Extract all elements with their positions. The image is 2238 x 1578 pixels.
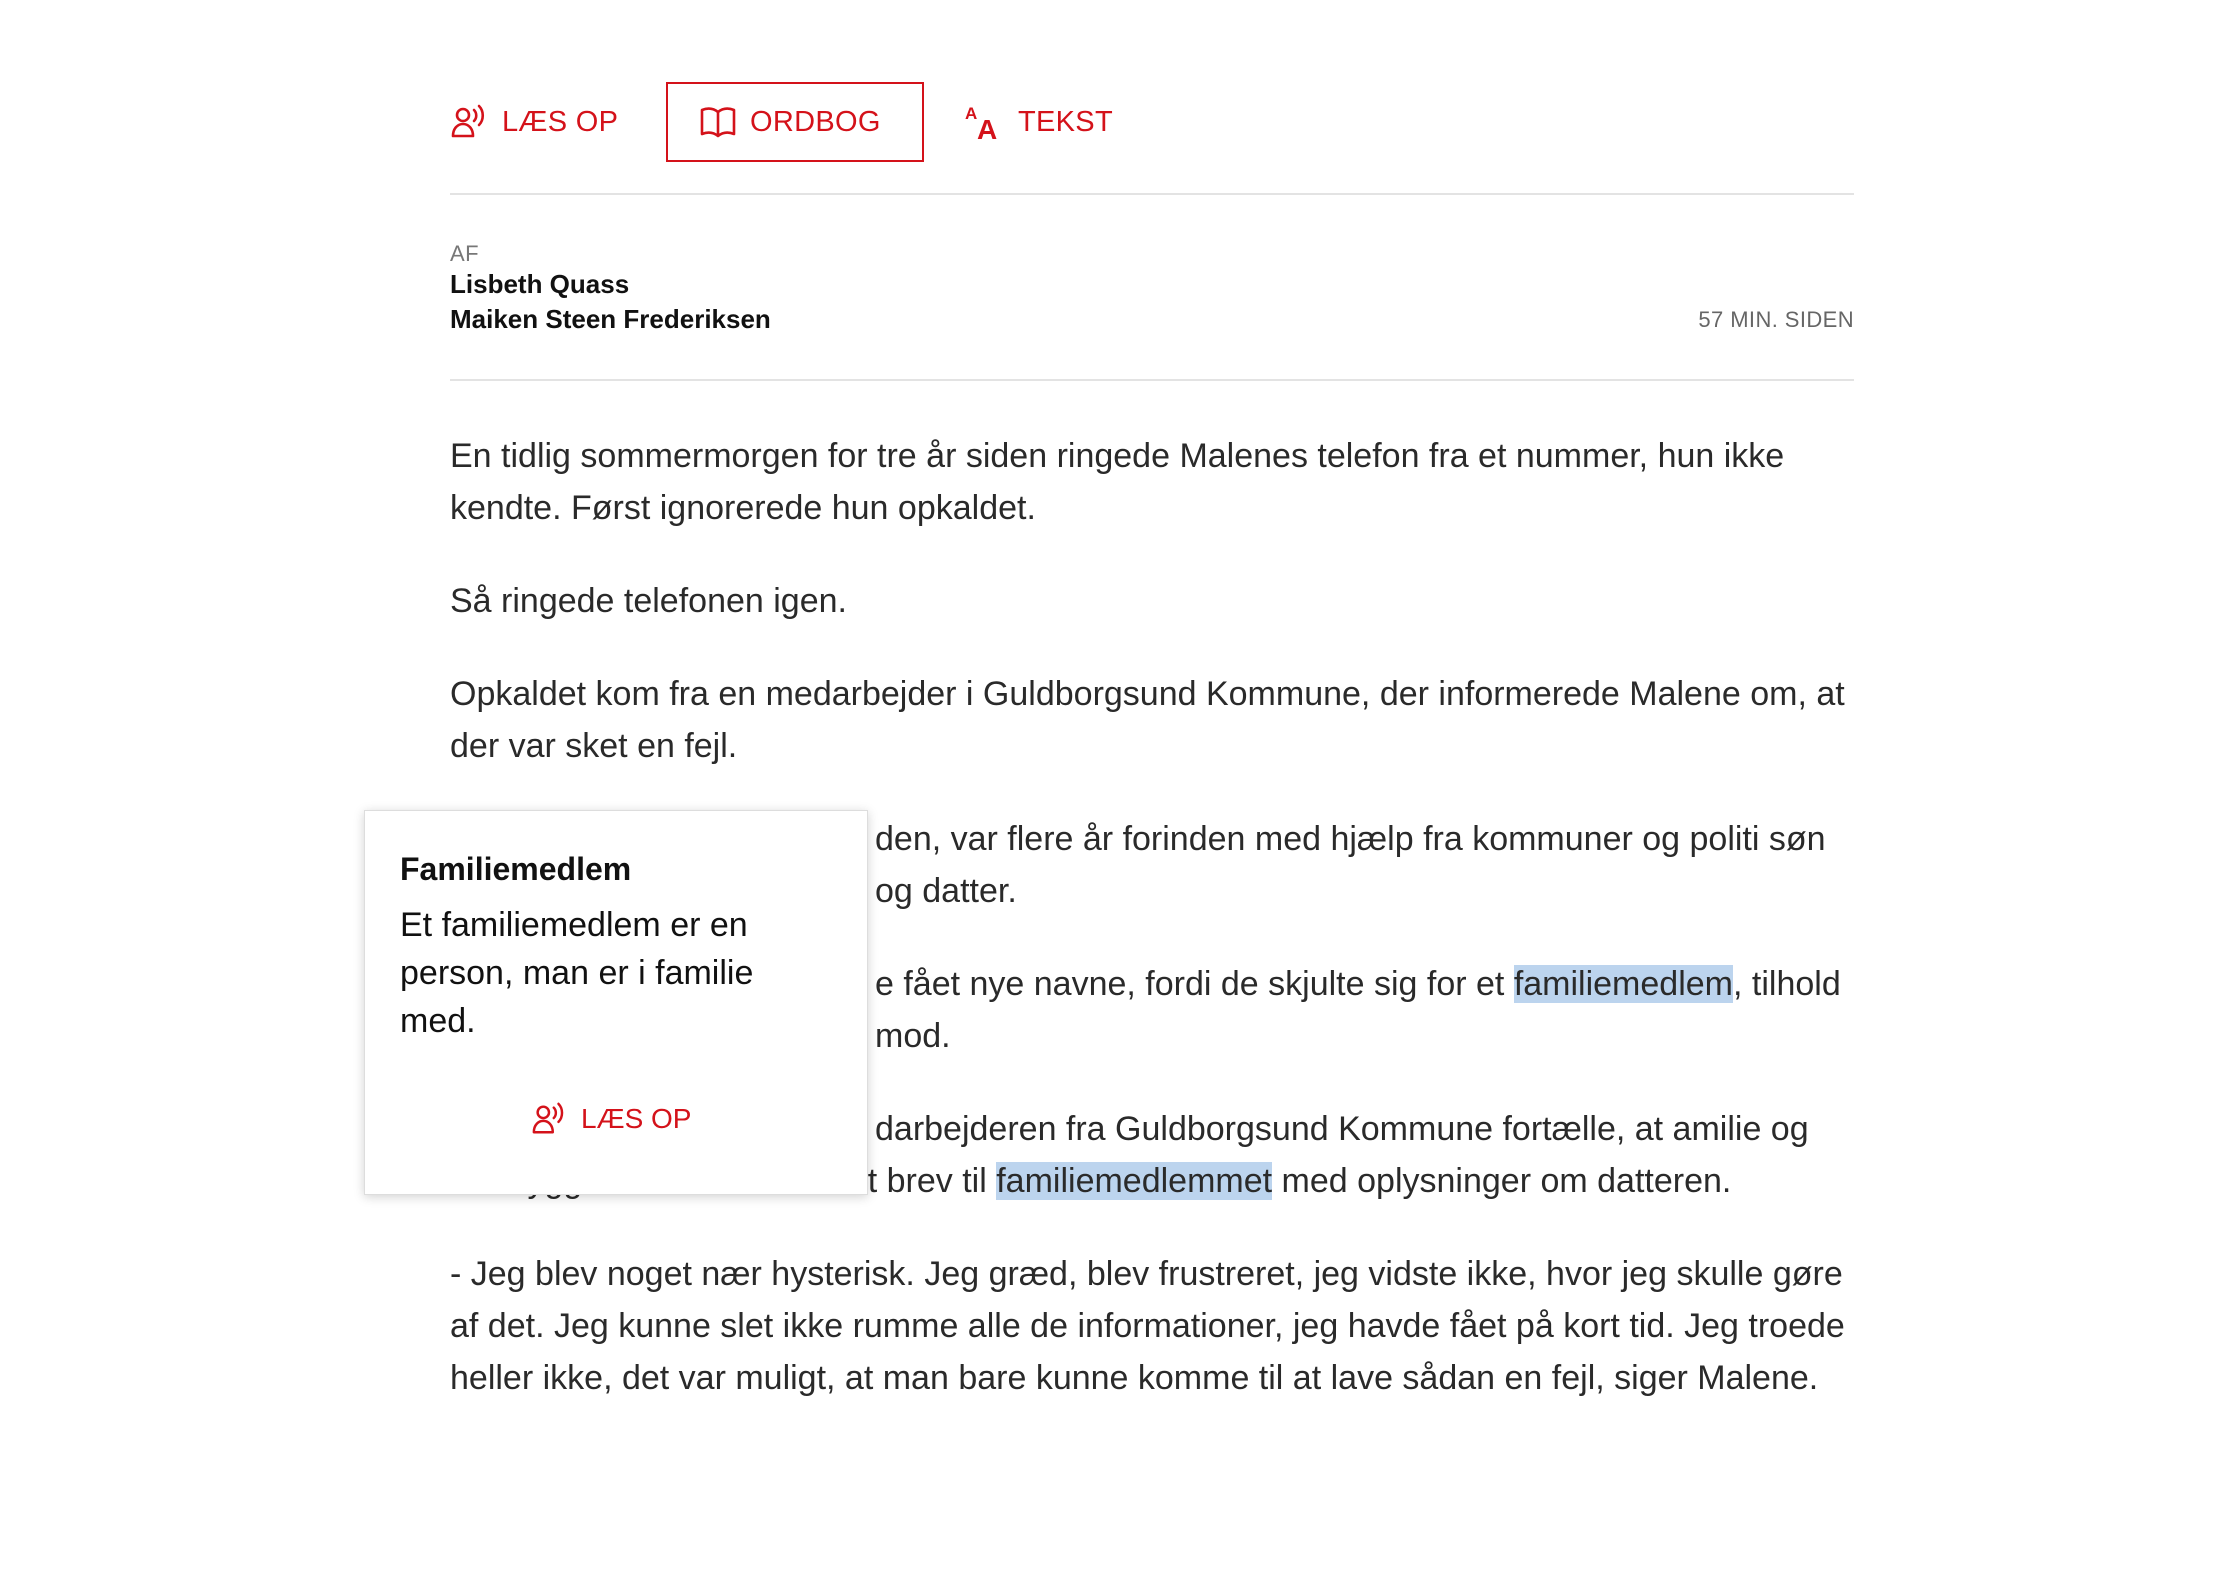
- speaker-person-icon: [450, 103, 488, 141]
- speaker-person-icon: [531, 1101, 567, 1137]
- svg-text:A: A: [965, 104, 978, 123]
- dictionary-button[interactable]: [666, 82, 924, 162]
- dictionary-word-highlight[interactable]: familiemedlem: [1513, 965, 1733, 1003]
- svg-text:A: A: [977, 114, 998, 141]
- author-name[interactable]: Maiken Steen Frederiksen: [450, 304, 771, 334]
- read-aloud-label: LÆS OP: [502, 105, 619, 138]
- popup-word-title: Familiemedlem: [400, 851, 632, 887]
- text-size-label: TEKST: [1018, 105, 1113, 138]
- dictionary-word-highlight[interactable]: familiemedlemmet: [996, 1162, 1273, 1200]
- popup-read-aloud-button[interactable]: [531, 1101, 691, 1137]
- popup-read-aloud-label: LÆS OP: [581, 1103, 692, 1134]
- text-size-button[interactable]: [964, 82, 1113, 162]
- read-aloud-button[interactable]: [450, 82, 618, 162]
- popup-definition: Et familiemedlem er en person, man er i familie med.: [400, 906, 754, 1040]
- reader-toolbar: [450, 82, 1854, 195]
- book-icon: [700, 106, 736, 138]
- article-byline: [450, 195, 1854, 381]
- article-paragraph: den, var flere år forinden med hjælp fra kommuner og politi søn og datter.: [875, 820, 1826, 910]
- article-paragraph: Opkaldet kom fra en medarbejder i Guldborgsund Kommune, der informerede Malene om, at der var sket en fejl.: [450, 675, 1845, 765]
- byline-label: AF: [450, 241, 480, 266]
- article-paragraph: - Jeg blev noget nær hysterisk. Jeg græd, blev frustreret, jeg vidste ikke, hvor jeg skulle gøre af det. Jeg kunne slet ikke rumme alle de informationer, jeg havde fået på kort tid. Jeg troede heller ikke, det var muligt, at man bare kunne komme til at lave sådan en fejl, siger Malene.: [450, 1255, 1845, 1397]
- text-size-icon: [964, 103, 1004, 141]
- author-name[interactable]: Lisbeth Quass: [450, 269, 630, 299]
- paragraph-text: med oplysninger om datteren.: [1272, 1162, 1732, 1200]
- dictionary-popup: [364, 810, 868, 1195]
- publish-timestamp: 57 MIN. SIDEN: [1698, 307, 1854, 332]
- article-paragraph: En tidlig sommermorgen for tre år siden ringede Malenes telefon fra et nummer, hun ikke kendte. Først ignorerede hun opkaldet.: [450, 437, 1785, 527]
- dictionary-label: ORDBOG: [750, 105, 881, 138]
- paragraph-text: e fået nye navne, fordi de skjulte sig for et: [875, 965, 1514, 1003]
- paragraph-text: , tilhold mod.: [875, 965, 1841, 1055]
- paragraph-text: darbejderen fra Guldborgsund Kommune fortælle, at amilie og brev til: [875, 1110, 1809, 1200]
- article-paragraph: Så ringede telefonen igen.: [450, 582, 847, 620]
